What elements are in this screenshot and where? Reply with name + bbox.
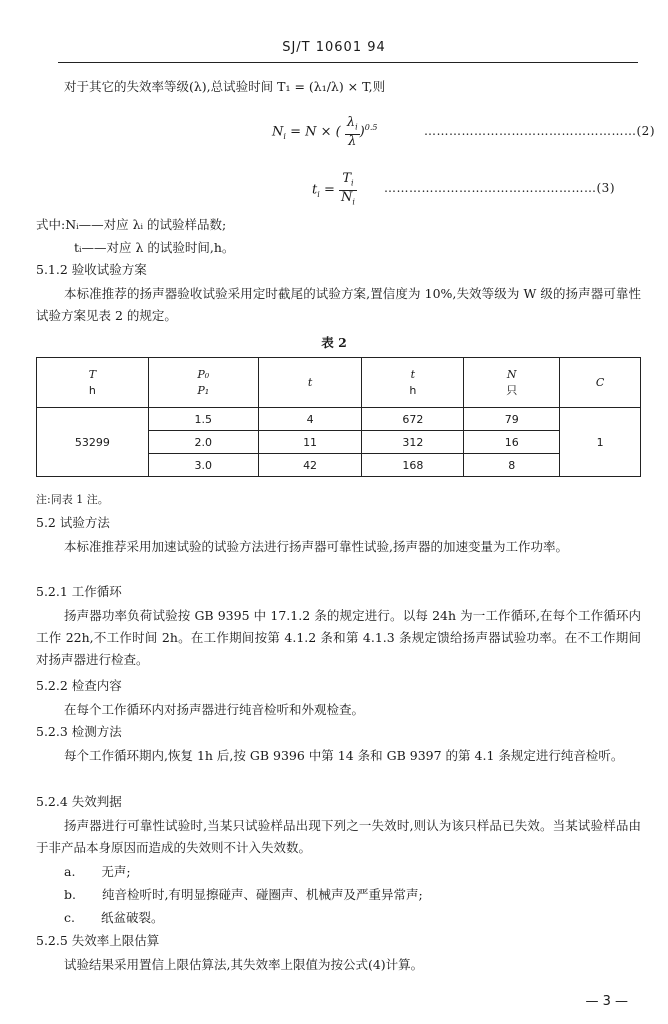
list-item-label: a. xyxy=(64,864,76,879)
table-cell-n: 16 xyxy=(464,431,560,454)
formula-3-lhs: t xyxy=(312,182,318,198)
section-5-2-heading: 5.2 试验方法 xyxy=(36,515,110,530)
section-5-2-4-heading: 5.2.4 失效判据 xyxy=(36,794,122,809)
table-2-header-row xyxy=(37,358,641,408)
formula-2-lhs-sub: i xyxy=(283,131,286,141)
header-divider xyxy=(58,62,638,63)
table-2-header-t-hours: t h xyxy=(362,358,464,408)
table-cell-n: 8 xyxy=(464,454,560,477)
table-cell-t: 42 xyxy=(258,454,362,477)
formula-2-dots: ……………………………………………(2) xyxy=(424,124,655,138)
section-5-2-3-heading: 5.2.3 检测方法 xyxy=(36,724,122,739)
page-number: — 3 — xyxy=(585,994,628,1009)
table-cell-t-hours: 168 xyxy=(362,454,464,477)
formula-3-dots: ……………………………………………(3) xyxy=(384,181,615,195)
list-item xyxy=(64,862,131,880)
formula-2-eq: = N × ( xyxy=(290,124,341,140)
document-code: SJ/T 10601 94 xyxy=(282,40,386,55)
section-5-1-2-text: 本标准推荐的扬声器验收试验采用定时截尾的试验方案,置信度为 10%,失效等级为 W 级的扬声器可靠性试验方案见表 2 的规定。 xyxy=(36,286,641,323)
section-5-2-5-text: 试验结果采用置信上限估算法,其失效率上限值为按公式(4)计算。 xyxy=(64,957,424,972)
table-2 xyxy=(36,357,641,477)
intro-text: 对于其它的失效率等级(λ),总试验时间 T₁ = (λ₁/λ) × T,则 xyxy=(64,79,386,94)
formula-2-frac-num-sub: i xyxy=(355,122,358,132)
table-cell-t: 4 xyxy=(258,408,362,431)
formula-3-fraction xyxy=(339,172,357,208)
section-5-2-text: 本标准推荐采用加速试验的试验方法进行扬声器可靠性试验,扬声器的加速变量为工作功率。 xyxy=(64,539,568,554)
table-2-T-value: 53299 xyxy=(37,408,149,477)
section-5-1-2-heading: 5.1.2 验收试验方案 xyxy=(36,262,147,277)
formula-2-lhs: N xyxy=(272,124,284,140)
table-2-caption: 表 2 xyxy=(321,335,347,350)
formula-3-frac-den: N xyxy=(340,189,353,205)
formula-2 xyxy=(272,116,377,148)
table-cell-ratio: 3.0 xyxy=(148,454,258,477)
section-5-2-2-text: 在每个工作循环内对扬声器进行纯音检听和外观检查。 xyxy=(64,702,365,717)
list-item-label: c. xyxy=(64,910,75,925)
list-item xyxy=(64,885,423,903)
table-cell-ratio: 1.5 xyxy=(148,408,258,431)
table-cell-ratio: 2.0 xyxy=(148,431,258,454)
table-cell-t-hours: 672 xyxy=(362,408,464,431)
table-2-header-t: t xyxy=(258,358,362,408)
table-cell-t: 11 xyxy=(258,431,362,454)
table-cell-t-hours: 312 xyxy=(362,431,464,454)
table-2-note: 注:同表 1 注。 xyxy=(36,493,109,506)
section-5-2-1-text: 扬声器功率负荷试验按 GB 9395 中 17.1.2 条的规定进行。以每 24h 为一工作循环,在每个工作循环内工作 22h,不工作时间 2h。在工作期间按第 4.1.2 条和第 4.1.3 条规定馈给扬声器试验功率。在不工作期间对扬声器进行检查。 xyxy=(36,608,641,667)
table-2-C-value: 1 xyxy=(560,408,641,477)
formula-2-exponent: 0.5 xyxy=(364,122,378,132)
table-2-header-ratio: P₀ P₁ xyxy=(148,358,258,408)
table-cell-n: 79 xyxy=(464,408,560,431)
section-5-2-3-text: 每个工作循环期内,恢复 1h 后,按 GB 9396 中第 14 条和 GB 9397 的第 4.1 条规定进行纯音检听。 xyxy=(64,748,624,763)
formula-3-eq: = xyxy=(323,182,335,198)
table-row xyxy=(37,408,641,431)
list-item-text: 无声; xyxy=(101,864,131,879)
table-2-header-C: C xyxy=(560,358,641,408)
table-2-header-N: N 只 xyxy=(464,358,560,408)
formula-3-frac-den-sub: i xyxy=(352,197,355,207)
section-5-2-2-heading: 5.2.2 检查内容 xyxy=(36,678,122,693)
formula-2-fraction xyxy=(345,116,360,148)
list-item-text: 纸盆破裂。 xyxy=(100,910,164,925)
formula-3 xyxy=(312,172,357,208)
section-5-2-5-heading: 5.2.5 失效率上限估算 xyxy=(36,933,160,948)
list-item-label: b. xyxy=(64,887,76,902)
list-item xyxy=(64,908,163,926)
formula-2-frac-num: λ xyxy=(346,115,356,130)
list-item-text: 纯音检听时,有明显擦碰声、碰圈声、机械声及严重异常声; xyxy=(101,887,423,902)
definition-line-1: 式中:Nᵢ——对应 λᵢ 的试验样品数; xyxy=(36,217,227,232)
formula-2-frac-den: λ xyxy=(348,133,357,149)
formula-3-lhs-sub: i xyxy=(317,190,320,200)
section-5-2-4-text: 扬声器进行可靠性试验时,当某只试验样品出现下列之一失效时,则认为该只样品已失效。当某试验样品由于非产品本身原因而造成的失效则不计入失效数。 xyxy=(36,818,641,855)
formula-2-close: ) xyxy=(359,124,365,140)
definition-line-2: tᵢ——对应 λ 的试验时间,h。 xyxy=(74,240,235,255)
formula-3-frac-num-sub: i xyxy=(351,178,354,188)
formula-3-frac-num: T xyxy=(342,171,351,186)
section-5-2-1-heading: 5.2.1 工作循环 xyxy=(36,584,122,599)
table-2-header-T: T h xyxy=(37,358,149,408)
